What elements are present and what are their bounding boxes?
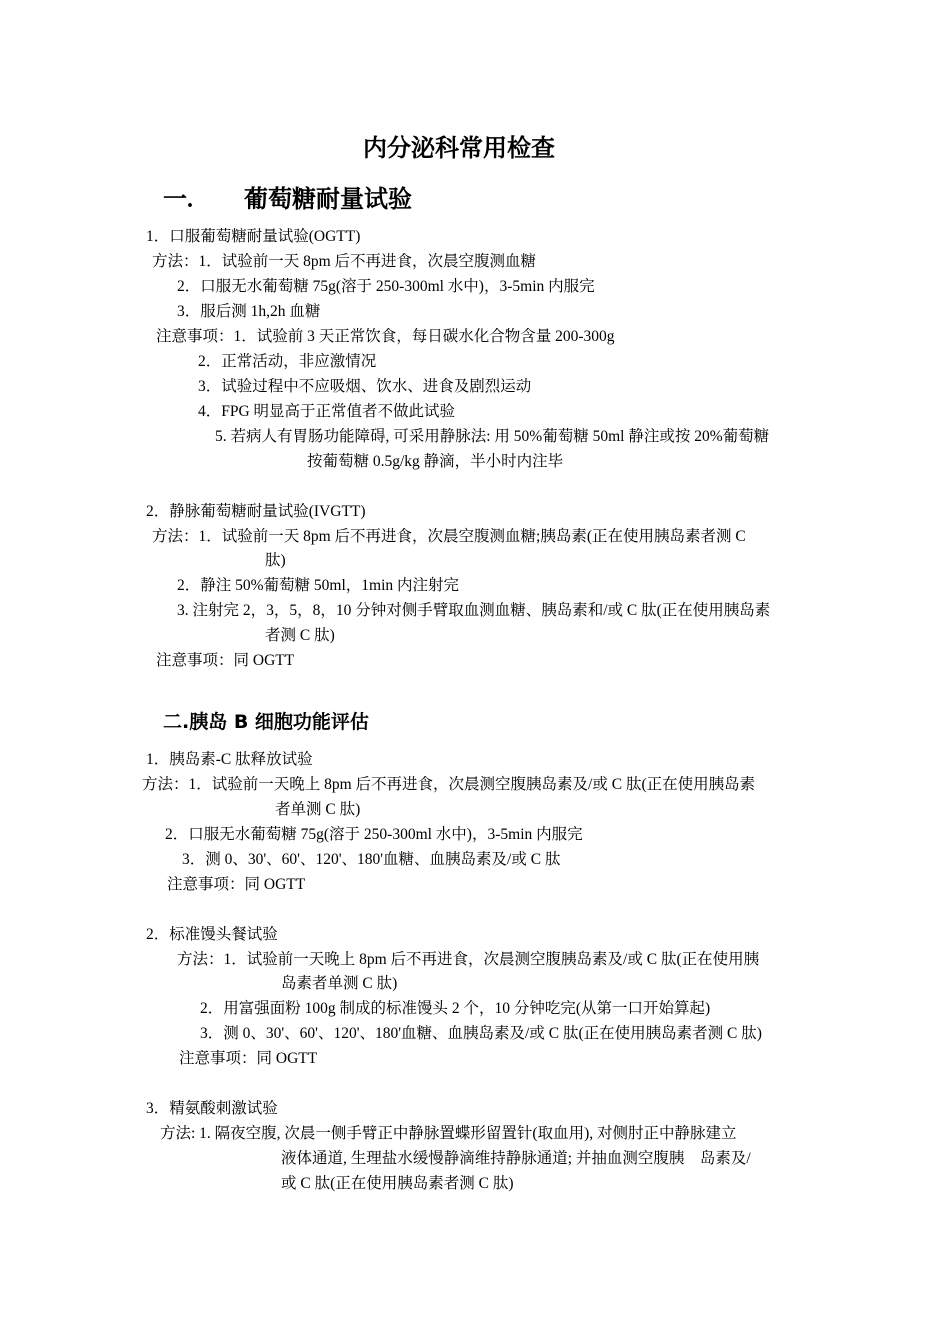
section-1-heading — [163, 185, 412, 215]
section-1-number: 一. — [163, 187, 193, 213]
ogtt-note-4: 4．FPG 明显高于正常值者不做此试验 — [198, 403, 456, 420]
ivgtt-method-3-line-2: 者测 C 肽) — [265, 627, 335, 644]
ogtt-note-1: 注意事项：1．试验前 3 天正常饮食，每日碳水化合物含量 200-300g — [156, 328, 615, 345]
ivgtt-note: 注意事项：同 OGTT — [156, 652, 295, 669]
ccp-method-2: 2．口服无水葡萄糖 75g(溶于 250-300ml 水中)，3-5min 内服完 — [165, 826, 583, 843]
steamed-bun-method-2: 2．用富强面粉 100g 制成的标准馒头 2 个，10 分钟吃完(从第一口开始算起) — [200, 1000, 711, 1017]
ogtt-method-3: 3．服后测 1h,2h 血糖 — [177, 303, 321, 320]
ivgtt-title: 2．静脉葡萄糖耐量试验(IVGTT) — [146, 503, 366, 520]
ccp-method-1-line-1: 方法：1．试验前一天晚上 8pm 后不再进食，次晨测空腹胰岛素及/或 C 肽(正在使用胰岛素 — [142, 776, 756, 793]
ivgtt-method-3-line-1: 3. 注射完 2，3，5，8，10 分钟对侧手臂取血测血糖、胰岛素和/或 C 肽(正在使用胰岛素 — [177, 602, 771, 619]
ogtt-note-3: 3．试验过程中不应吸烟、饮水、进食及剧烈运动 — [198, 378, 532, 395]
ccp-method-3: 3．测 0、30'、60'、120'、180'血糖、血胰岛素及/或 C 肽 — [182, 851, 561, 868]
arginine-method-1-line-1: 方法: 1. 隔夜空腹, 次晨一侧手臂正中静脉置蝶形留置针(取血用), 对侧肘正中静脉建立 — [160, 1125, 737, 1142]
arginine-method-1-line-3: 或 C 肽(正在使用胰岛素者测 C 肽) — [281, 1175, 514, 1192]
document-title: 内分泌科常用检查 — [363, 136, 555, 162]
ogtt-title: 1．口服葡萄糖耐量试验(OGTT) — [146, 228, 361, 245]
steamed-bun-note: 注意事项：同 OGTT — [179, 1050, 318, 1067]
section-1-title: 葡萄糖耐量试验 — [244, 187, 412, 213]
arginine-title: 3．精氨酸刺激试验 — [146, 1100, 278, 1117]
ivgtt-method-1-line-2: 肽) — [265, 552, 286, 569]
steamed-bun-method-3: 3．测 0、30'、60'、120'、180'血糖、血胰岛素及/或 C 肽(正在使用胰岛素者测 C 肽) — [200, 1025, 762, 1042]
ccp-note: 注意事项：同 OGTT — [167, 876, 306, 893]
ivgtt-method-1-line-1: 方法：1．试验前一天 8pm 后不再进食，次晨空腹测血糖;胰岛素(正在使用胰岛素者测 C — [152, 528, 746, 545]
ogtt-note-5-line-1: 5. 若病人有胃肠功能障碍, 可采用静脉法: 用 50%葡萄糖 50ml 静注或按 20%葡萄糖 — [215, 428, 770, 445]
ccp-method-1-line-2: 者单测 C 肽) — [275, 801, 361, 818]
steamed-bun-method-1-line-1: 方法：1．试验前一天晚上 8pm 后不再进食，次晨测空腹胰岛素及/或 C 肽(正在使用胰 — [177, 951, 760, 968]
ogtt-method-1: 方法：1．试验前一天 8pm 后不再进食，次晨空腹测血糖 — [152, 253, 537, 270]
steamed-bun-method-1-line-2: 岛素者单测 C 肽) — [281, 975, 398, 992]
arginine-method-1-line-2: 液体通道, 生理盐水缓慢静滴维持静脉通道; 并抽血测空腹胰 岛素及/ — [281, 1150, 751, 1167]
section-2-heading: 二.胰岛 B 细胞功能评估 — [163, 711, 369, 733]
ivgtt-method-2: 2．静注 50%葡萄糖 50ml，1min 内注射完 — [177, 577, 460, 594]
ogtt-note-2: 2．正常活动，非应激情况 — [198, 353, 377, 370]
ogtt-note-5-line-2: 按葡萄糖 0.5g/kg 静滴，半小时内注毕 — [307, 453, 564, 470]
steamed-bun-title: 2．标准馒头餐试验 — [146, 926, 278, 943]
ccp-title: 1．胰岛素-C 肽释放试验 — [146, 751, 313, 768]
ogtt-method-2: 2．口服无水葡萄糖 75g(溶于 250-300ml 水中)，3-5min 内服完 — [177, 278, 595, 295]
